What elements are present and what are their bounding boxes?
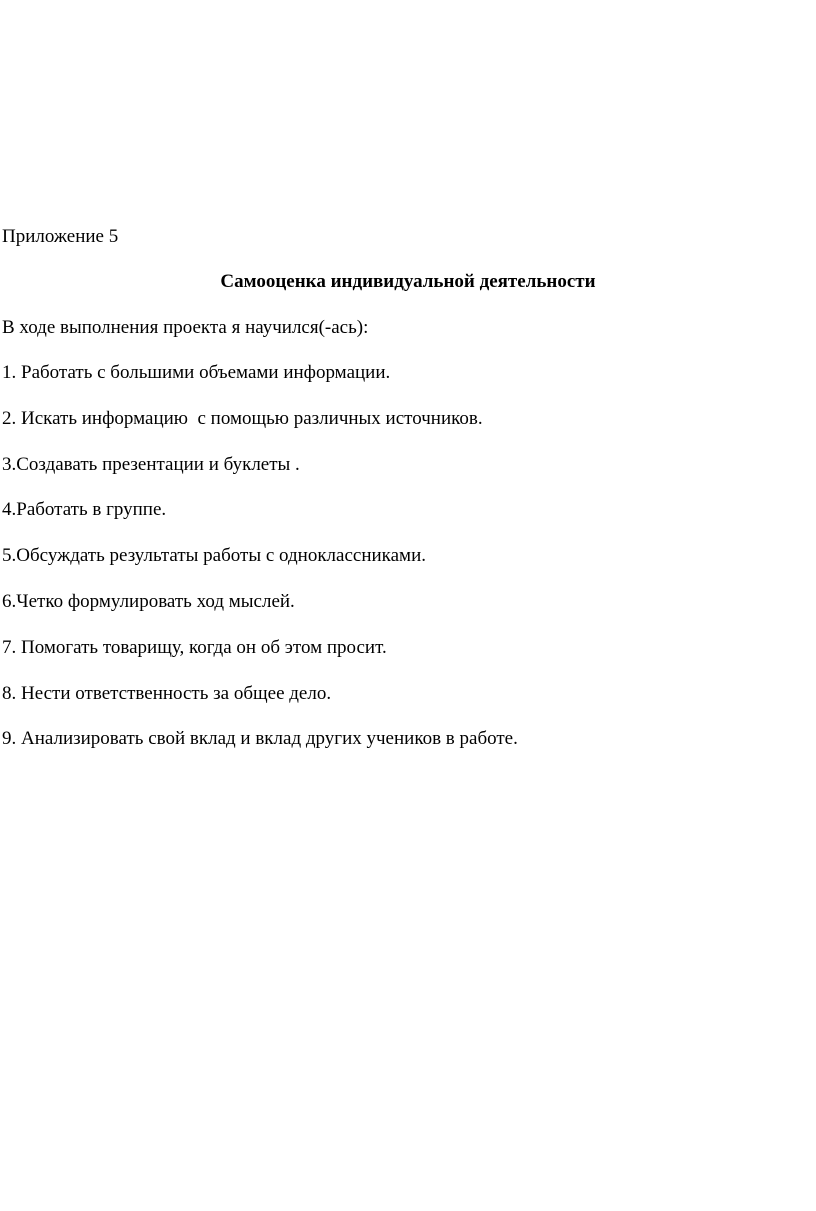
list-item: 5.Обсуждать результаты работы с одноклассниками. — [2, 545, 426, 567]
intro-text: В ходе выполнения проекта я научился(-ась): — [2, 317, 369, 338]
list-item: 2. Искать информацию с помощью различных источников. — [2, 407, 483, 429]
list-item: 3.Создавать презентации и буклеты . — [2, 453, 300, 475]
list-item: 9. Анализировать свой вклад и вклад других учеников в работе. — [2, 728, 518, 750]
list-item: 7. Помогать товарищу, когда он об этом просит. — [2, 636, 387, 658]
list-item: 6.Четко формулировать ход мыслей. — [2, 590, 295, 612]
appendix-label: Приложение 5 — [2, 226, 119, 247]
list-item: 1. Работать с большими объемами информации. — [2, 362, 391, 383]
list-item: 4.Работать в группе. — [2, 499, 167, 521]
skills-list — [2, 362, 518, 774]
list-item: 8. Нести ответственность за общее дело. — [2, 682, 332, 704]
document-title: Самооценка индивидуальной деятельности — [220, 271, 596, 292]
